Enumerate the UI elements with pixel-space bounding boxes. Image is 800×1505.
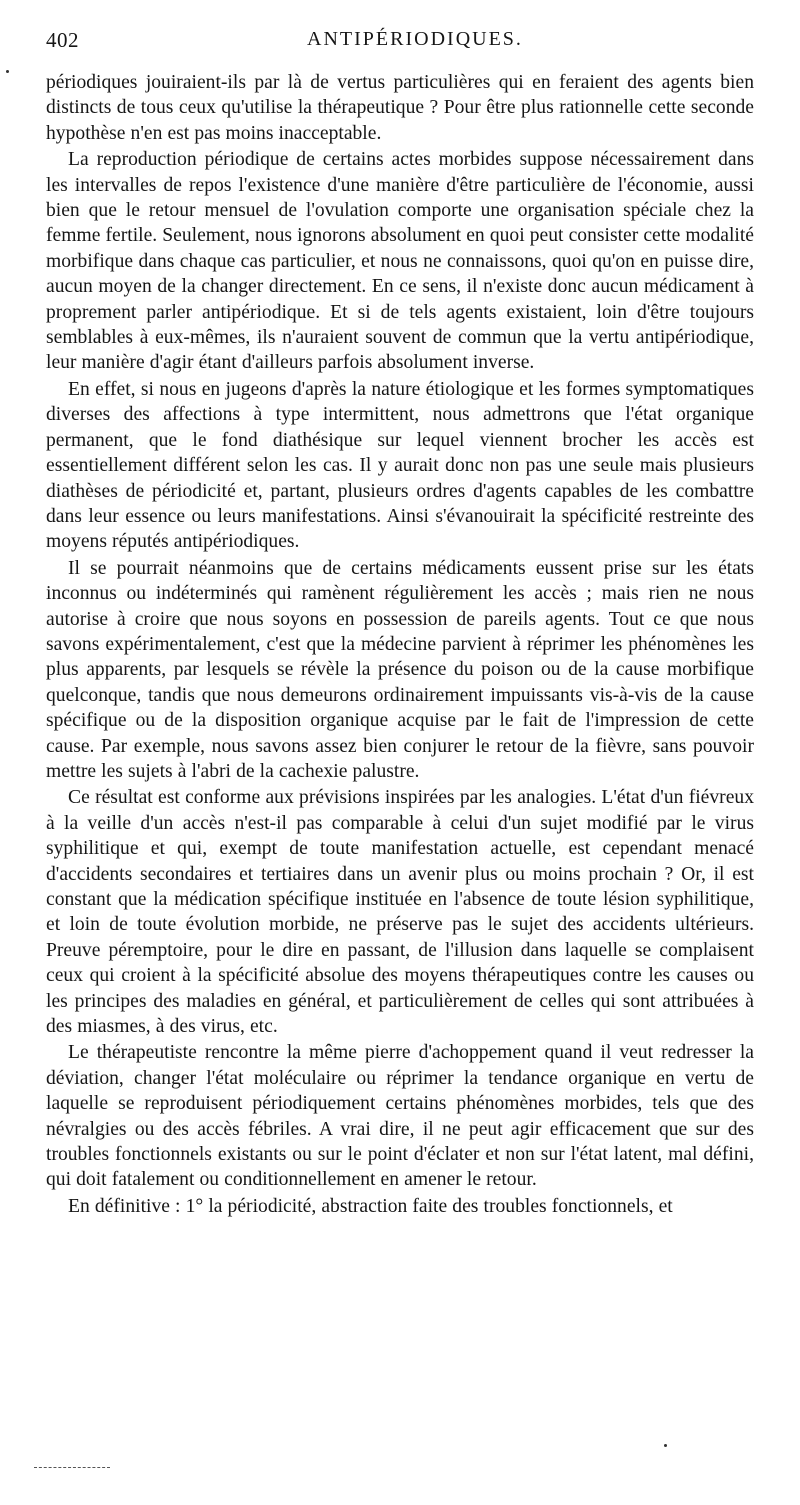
paragraph: Le thérapeutiste rencontre la même pierre d'achoppement quand il veut redresser la déviation, changer l'état moléculaire ou réprimer la tendance organique en vertu de laquelle se reproduisent périodiquement certains phénomènes morbides, tels que des névralgies ou des accès fébriles. A vrai dire, il ne peut agir efficacement que sur des troubles fonctionnels existants ou sur le point d'éclater et non sur l'état latent, mal défini, qui doit fatalement ou conditionnellement en amener le retour. xyxy=(46,1042,754,1191)
running-head xyxy=(46,28,754,62)
paragraph: Il se pourrait néanmoins que de certains médicaments eussent prise sur les états inconnus ou indéterminés qui ramènent régulièrement les accès ; mais rien ne nous autorise à croire que nous soyons en possession de pareils agents. Tout ce que nous savons expérimentalement, c'est que la médecine parvient à réprimer les phénomènes les plus apparents, par lesquels se révèle la présence du poison ou de la cause morbifique quelconque, tandis que nous demeurons ordinairement impuissants vis-à-vis de la cause spécifique ou de la disposition organique acquise par le fait de l'impression de cette cause. Par exemple, nous savons assez bien conjurer le retour de la fièvre, sans pouvoir mettre les sujets à l'abri de la cachexie palustre. xyxy=(46,557,754,782)
paragraph-last: En définitive : 1° la périodicité, abstraction faite des troubles fonctionnels, et xyxy=(68,1195,673,1217)
paragraph: La reproduction périodique de certains actes morbides suppose nécessairement dans les intervalles de repos l'existence d'une manière d'être particulière de l'économie, aussi bien que le retour mensuel de l'ovulation comporte une organisation spéciale chez la femme fertile. Seulement, nous ignorons absolument en quoi peut consister cette modalité morbifique dans chaque cas particulier, et nous ne connaissons, quoi qu'on en puisse dire, aucun moyen de la changer directement. En ce sens, il n'existe donc aucun médicament à proprement parler antipériodique. Et si de tels agents existaient, loin d'être toujours semblables à eux-mêmes, ils n'auraient souvent de commun que la vertu antipériodique, leur manière d'agir étant d'ailleurs parfois absolument inverse. xyxy=(46,149,754,374)
footer-rule xyxy=(34,1467,110,1468)
scan-speck xyxy=(664,1444,667,1447)
running-title: ANTIPÉRIODIQUES. xyxy=(307,28,523,50)
paragraph: En effet, si nous en jugeons d'après la nature étiologique et les formes symptomatiques diverses des affections à type intermittent, nous admettrons que l'état organique permanent, que le fond diathésique sur lequel viennent brocher les accès est essentiellement différent selon les cas. Il y aurait donc non pas une seule mais plusieurs diathèses de périodicité et, partant, plusieurs ordres d'agents capables de les combattre dans leur essence ou leurs manifestations. Ainsi s'évanouirait la spécificité restreinte des moyens réputés antipériodiques. xyxy=(46,378,754,553)
page-number: 402 xyxy=(46,28,79,52)
body-text xyxy=(46,70,754,1219)
scan-speck xyxy=(6,70,9,73)
paragraph: Ce résultat est conforme aux prévisions inspirées par les analogies. L'état d'un fiévreux à la veille d'un accès n'est-il pas comparable à celui d'un sujet modifié par le virus syphilitique et qui, exempt de toute manifestation actuelle, est cependant menacé d'accidents secondaires et tertiaires dans un avenir plus ou moins prochain ? Or, il est constant que la médication spécifique instituée en l'absence de toute lésion syphilitique, et loin de toute évolution morbide, ne préserve pas le sujet des accidents ultérieurs. Preuve péremptoire, pour le dire en passant, de l'illusion dans laquelle se complaisent ceux qui croient à la spécificité absolue des moyens thérapeutiques contre les causes ou les principes des maladies en général, et particulièrement de celles qui sont attribuées à des miasmes, à des virus, etc. xyxy=(46,787,754,1038)
paragraph-continued: périodiques jouiraient-ils par là de vertus particulières qui en feraient des agents bien distincts de tous ceux qu'utilise la thérapeutique ? Pour être plus rationnelle cette seconde hypothèse n'en est pas moins inacceptable. xyxy=(46,72,754,144)
